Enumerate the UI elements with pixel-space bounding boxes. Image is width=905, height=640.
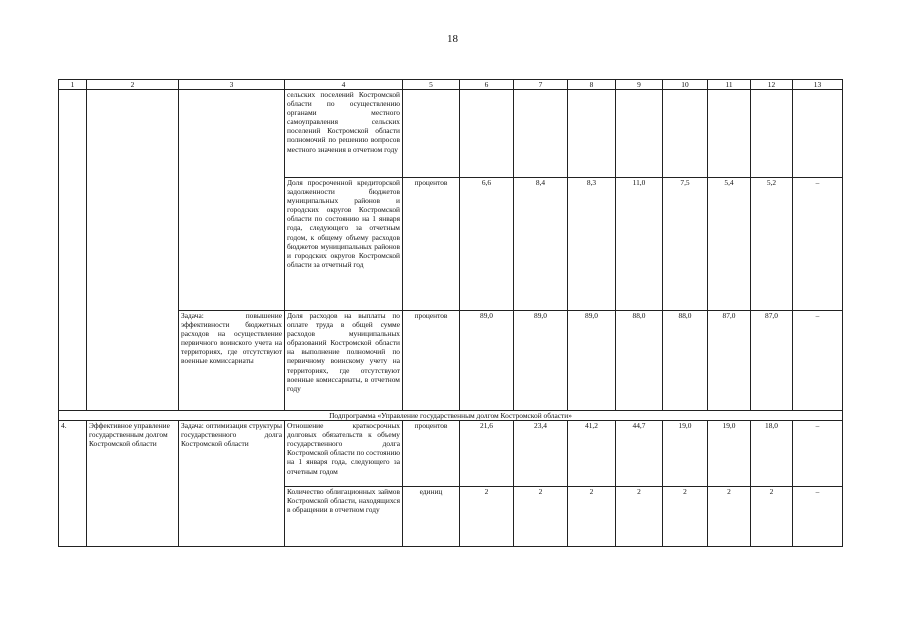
cell-value: 21,6 (460, 421, 514, 487)
table-row (59, 421, 843, 487)
cell-value: 6,6 (460, 178, 514, 311)
cell-indicator: Количество облигационных займов Костромской области, находящихся в обращении в отчетном году (285, 487, 403, 547)
column-number: 10 (663, 80, 708, 90)
cell-value: 89,0 (568, 311, 616, 411)
page-number: 18 (447, 33, 458, 45)
cell-goal (87, 90, 179, 411)
cell-value: 88,0 (663, 311, 708, 411)
cell-value (514, 90, 568, 178)
column-number: 8 (568, 80, 616, 90)
cell-indicator: сельских поселений Костромской области по осуществлению органами местного самоуправления сельских поселений Костромской области полномочий по решению вопросов местного значения в отчетном году (285, 90, 403, 178)
column-number: 4 (285, 80, 403, 90)
column-numbers-row (59, 80, 843, 90)
cell-value: 2 (460, 487, 514, 547)
cell-indicator: Отношение краткосрочных долговых обязательств к объему государственного долга Костромской области по состоянию на 1 января года, следующего за отчетным годом (285, 421, 403, 487)
cell-value: 2 (663, 487, 708, 547)
cell-value: 11,0 (616, 178, 663, 311)
cell-value (708, 90, 751, 178)
subprogram-title: Подпрограмма «Управление государственным долгом Костромской области» (59, 411, 843, 421)
column-number: 12 (751, 80, 793, 90)
cell-task: Задача: повышение эффективности бюджетных расходов на осуществление первичного воинского учета на территориях, где отсутствуют военные комиссариаты (179, 311, 285, 411)
cell-unit: процентов (403, 311, 460, 411)
cell-value (793, 90, 843, 178)
cell-num: 4. (59, 421, 87, 547)
cell-indicator: Доля расходов на выплаты по оплате труда в общей сумме расходов муниципальных образований Костромской области на выполнение полномочий по первичному воинскому учету на территориях, где отсутствуют военные комиссариаты, в отчетном году (285, 311, 403, 411)
cell-value: 89,0 (460, 311, 514, 411)
cell-value: 2 (751, 487, 793, 547)
cell-value: 23,4 (514, 421, 568, 487)
cell-num (59, 90, 87, 411)
cell-value: – (793, 311, 843, 411)
column-number: 7 (514, 80, 568, 90)
column-number: 9 (616, 80, 663, 90)
cell-goal: Эффективное управление государственным долгом Костромской области (87, 421, 179, 547)
column-number: 1 (59, 80, 87, 90)
cell-unit: единиц (403, 487, 460, 547)
cell-value: 8,4 (514, 178, 568, 311)
table-row (59, 90, 843, 178)
cell-value (616, 90, 663, 178)
cell-value: – (793, 178, 843, 311)
column-number: 11 (708, 80, 751, 90)
cell-value: 2 (514, 487, 568, 547)
cell-value: 89,0 (514, 311, 568, 411)
cell-value: 41,2 (568, 421, 616, 487)
cell-value (568, 90, 616, 178)
cell-value: 18,0 (751, 421, 793, 487)
cell-unit: процентов (403, 178, 460, 311)
cell-value: 2 (708, 487, 751, 547)
subprogram-row (59, 411, 843, 421)
cell-value: 88,0 (616, 311, 663, 411)
cell-value (751, 90, 793, 178)
cell-value: 8,3 (568, 178, 616, 311)
cell-value (460, 90, 514, 178)
cell-value: 5,4 (708, 178, 751, 311)
cell-value: 19,0 (663, 421, 708, 487)
cell-unit (403, 90, 460, 178)
cell-value (663, 90, 708, 178)
column-number: 2 (87, 80, 179, 90)
column-number: 5 (403, 80, 460, 90)
cell-value: 7,5 (663, 178, 708, 311)
cell-value: 87,0 (708, 311, 751, 411)
cell-value: 87,0 (751, 311, 793, 411)
indicators-table (58, 79, 843, 547)
column-number: 3 (179, 80, 285, 90)
cell-value: 5,2 (751, 178, 793, 311)
cell-value: 44,7 (616, 421, 663, 487)
cell-task (179, 90, 285, 311)
cell-task: Задача: оптимизация структуры государственного долга Костромской области (179, 421, 285, 547)
cell-value: – (793, 487, 843, 547)
column-number: 6 (460, 80, 514, 90)
column-number: 13 (793, 80, 843, 90)
cell-value: 2 (568, 487, 616, 547)
cell-value: 2 (616, 487, 663, 547)
cell-value: – (793, 421, 843, 487)
cell-unit: процентов (403, 421, 460, 487)
cell-indicator: Доля просроченной кредиторской задолженности бюджетов муниципальных районов и городских округов Костромской области по состоянию на 1 января года, следующего за отчетным годом, к общему объему расходов бюджетов муниципальных районов и городских округов Костромской области за отчетный год (285, 178, 403, 311)
cell-value: 19,0 (708, 421, 751, 487)
